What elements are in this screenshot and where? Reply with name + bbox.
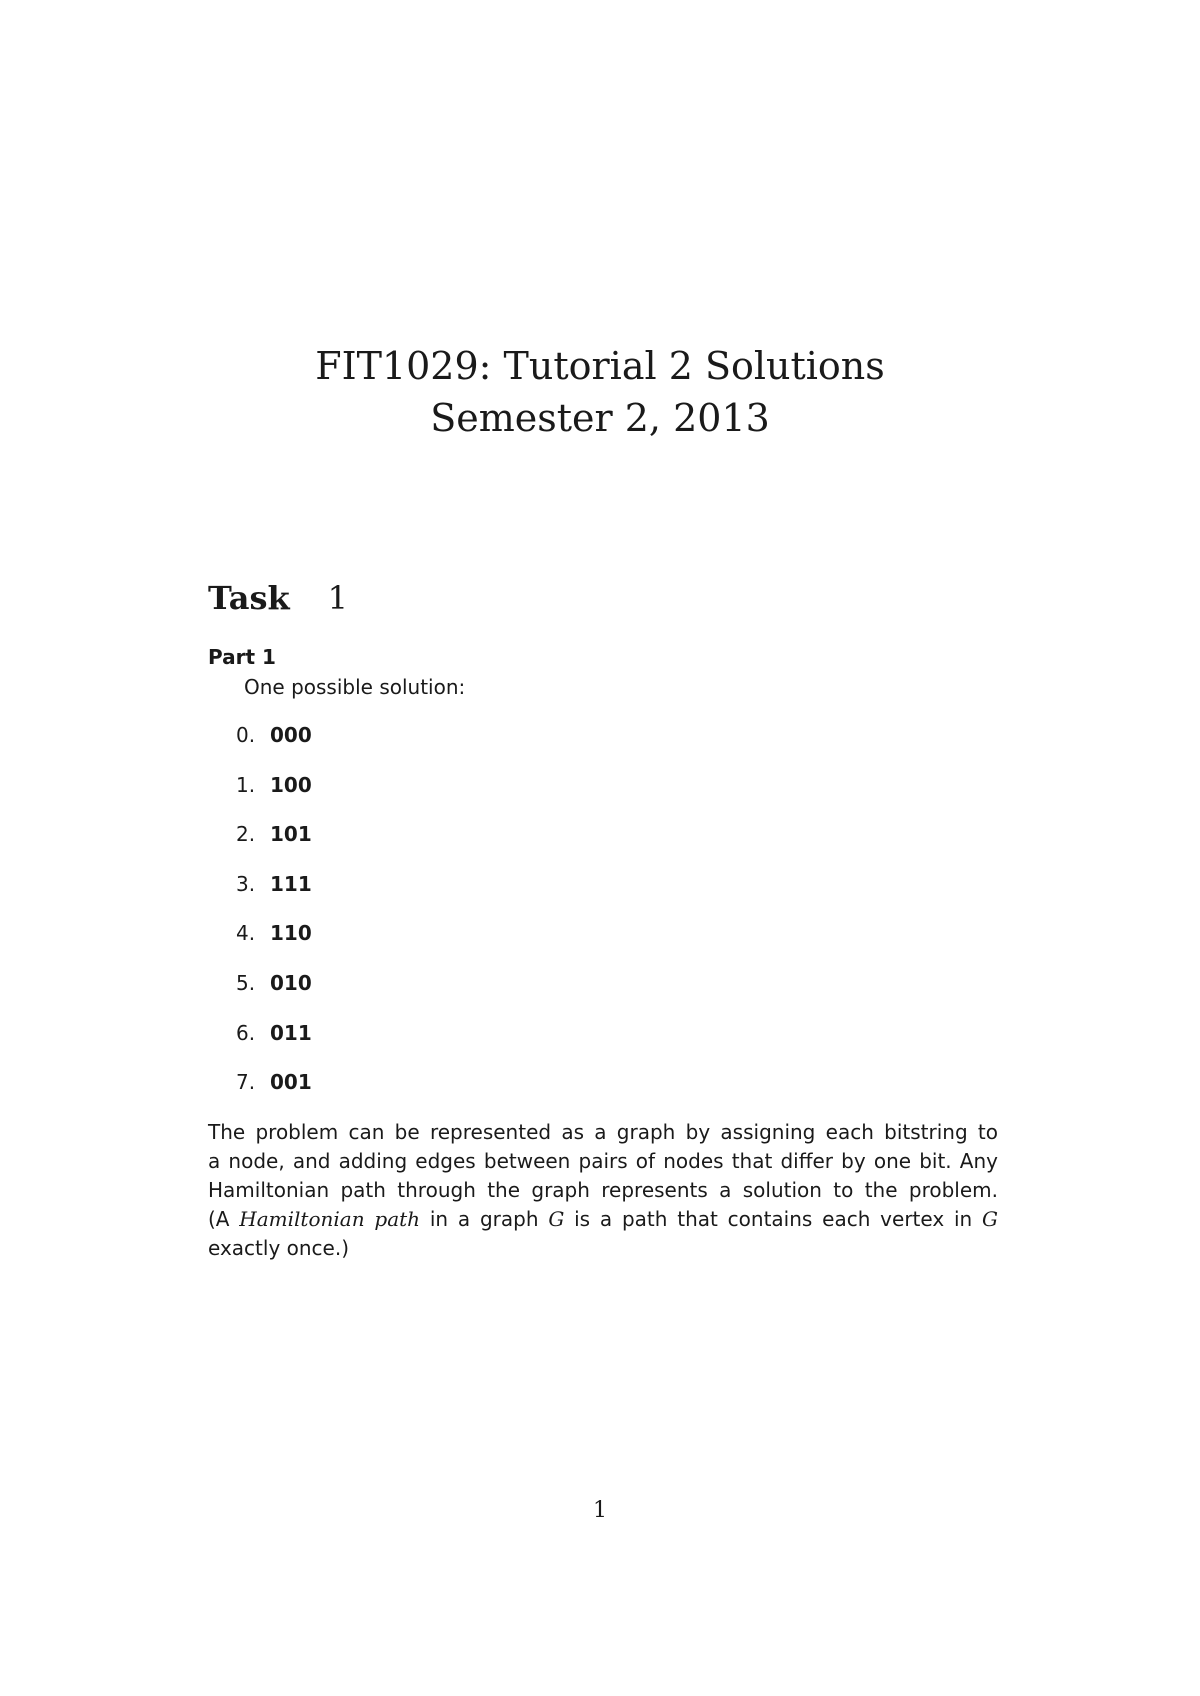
list-item (236, 870, 312, 920)
list-index: 6. (236, 1020, 256, 1045)
bitstring: 001 (270, 1070, 312, 1095)
bitstring: 101 (270, 822, 312, 847)
bitstring: 011 (270, 1020, 312, 1045)
title-block (0, 340, 1200, 444)
paren-open-text: (A (208, 1207, 230, 1231)
bitstring: 110 (270, 921, 312, 946)
bitstring: 111 (270, 871, 312, 896)
list-item (236, 919, 312, 969)
list-index: 7. (236, 1070, 256, 1095)
graph-symbol: G (548, 1207, 565, 1231)
list-item (236, 721, 312, 771)
list-item (236, 1068, 312, 1118)
paragraph-line-1: The problem can be represented as a graph by assigning each bitstring to (208, 1120, 998, 1144)
document-subtitle: Semester 2, 2013 (430, 396, 770, 440)
list-index: 1. (236, 772, 256, 797)
list-item (236, 969, 312, 1019)
paragraph-line-5: exactly once.) (208, 1236, 350, 1260)
paragraph-line-3: Hamiltonian path through the graph represents a solution to the problem. (208, 1178, 998, 1202)
explanation-paragraph (208, 1118, 998, 1263)
list-index: 3. (236, 871, 256, 896)
task-number: 1 (327, 579, 349, 617)
list-index: 2. (236, 822, 256, 847)
definition-text: is a path that contains each vertex in (574, 1207, 973, 1231)
intro-text: One possible solution: (244, 675, 466, 699)
task-heading (208, 578, 348, 618)
task-word: Task (208, 579, 290, 617)
document-title: FIT1029: Tutorial 2 Solutions (315, 344, 885, 388)
bitstring: 100 (270, 772, 312, 797)
paragraph-line-4 (208, 1205, 998, 1234)
page-number: 1 (593, 1498, 607, 1523)
hamiltonian-path-term: Hamiltonian path (239, 1207, 421, 1231)
paragraph-line-2: a node, and adding edges between pairs of nodes that differ by one bit. Any (208, 1149, 998, 1173)
list-index: 4. (236, 921, 256, 946)
bitstring-list (236, 721, 312, 1118)
bitstring: 000 (270, 723, 312, 747)
bitstring: 010 (270, 970, 312, 995)
graph-symbol-end: G (982, 1207, 999, 1231)
list-index: 0. (236, 723, 256, 747)
in-a-graph-text: in a graph (429, 1207, 539, 1231)
list-item (236, 771, 312, 821)
part-heading: Part 1 (208, 645, 276, 669)
list-item (236, 820, 312, 870)
list-index: 5. (236, 970, 256, 995)
list-item (236, 1019, 312, 1069)
